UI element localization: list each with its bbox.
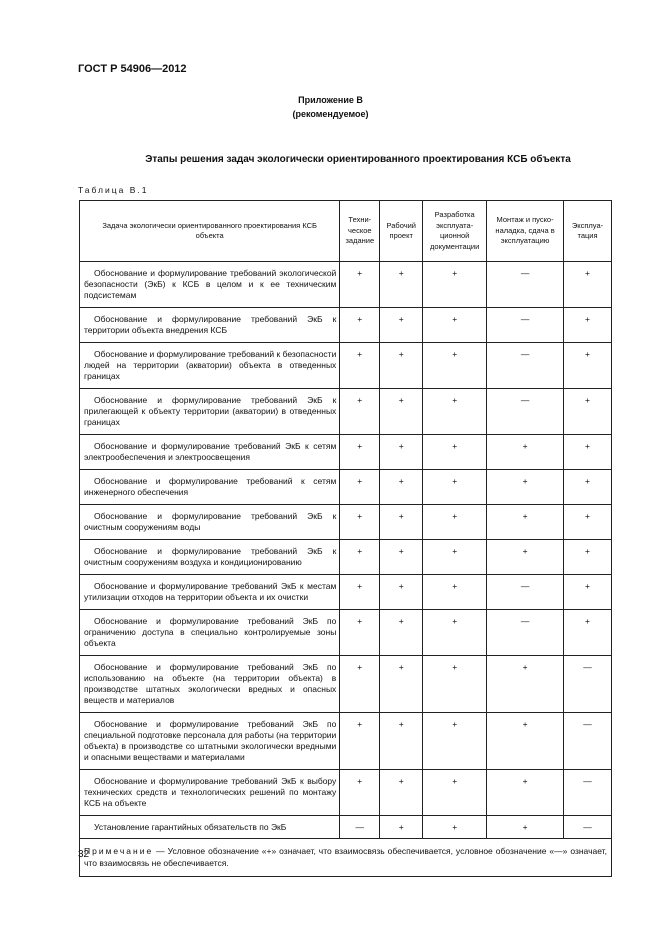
table-row xyxy=(80,656,612,713)
task-cell xyxy=(80,770,340,816)
appendix-subtitle: (рекомендуемое) xyxy=(292,109,369,119)
mark-cell: + xyxy=(340,656,380,713)
appendix-title: Приложение В xyxy=(298,95,363,105)
table-row xyxy=(80,470,612,505)
page-number: 32 xyxy=(78,849,90,860)
mark-cell: + xyxy=(423,343,487,389)
mark-cell: — xyxy=(487,262,564,308)
note-label: Примечание xyxy=(84,846,154,856)
mark-cell: + xyxy=(564,343,612,389)
mark-cell: — xyxy=(487,575,564,610)
mark-cell: + xyxy=(340,505,380,540)
task-cell xyxy=(80,505,340,540)
mark-cell: — xyxy=(564,770,612,816)
mark-cell: + xyxy=(487,470,564,505)
mark-cell: + xyxy=(423,308,487,343)
task-text: Обоснование и формулирование требований ЭкБ к очистным сооружениям воды xyxy=(84,511,337,532)
mark-cell: + xyxy=(380,470,423,505)
section-heading: Этапы решения задач экологически ориентированного проектирования КСБ объекта xyxy=(145,154,571,165)
column-header-task: Задача экологически ориентированного проектирования КСБ объекта xyxy=(80,201,340,262)
mark-cell: + xyxy=(564,389,612,435)
table-header-row xyxy=(80,201,612,262)
table-row xyxy=(80,610,612,656)
table-row xyxy=(80,389,612,435)
task-cell xyxy=(80,816,340,839)
task-cell xyxy=(80,389,340,435)
mark-cell: + xyxy=(340,470,380,505)
table-row xyxy=(80,505,612,540)
mark-cell: + xyxy=(380,770,423,816)
table-note-row xyxy=(80,839,612,877)
mark-cell: + xyxy=(340,435,380,470)
column-header-operation: Эксплуа-тация xyxy=(564,201,612,262)
mark-cell: + xyxy=(380,389,423,435)
mark-cell: + xyxy=(423,435,487,470)
mark-cell: + xyxy=(340,575,380,610)
mark-cell: + xyxy=(423,816,487,839)
task-cell xyxy=(80,308,340,343)
mark-cell: + xyxy=(380,308,423,343)
mark-cell: + xyxy=(423,610,487,656)
mark-cell: + xyxy=(564,308,612,343)
mark-cell: + xyxy=(564,435,612,470)
mark-cell: — xyxy=(487,343,564,389)
stages-table xyxy=(79,200,612,877)
task-cell xyxy=(80,713,340,770)
mark-cell: + xyxy=(487,816,564,839)
mark-cell: + xyxy=(564,262,612,308)
mark-cell: + xyxy=(487,505,564,540)
table-label: Таблица В.1 xyxy=(78,185,149,195)
mark-cell: + xyxy=(380,816,423,839)
mark-cell: + xyxy=(487,435,564,470)
task-cell xyxy=(80,540,340,575)
document-code: ГОСТ Р 54906—2012 xyxy=(78,63,187,75)
mark-cell: + xyxy=(423,656,487,713)
task-text: Обоснование и формулирование требований экологической безопасности (ЭкБ) к КСБ в целом и к ее техническим подсистемам xyxy=(84,268,337,300)
task-text: Обоснование и формулирование требований ЭкБ по специальной подготовке персонала для работы (на территории объекта) в производстве со штатными экологически вредными и опасными веществами и материалами xyxy=(84,719,337,762)
mark-cell: + xyxy=(423,540,487,575)
mark-cell: + xyxy=(564,470,612,505)
table-row xyxy=(80,816,612,839)
table-row xyxy=(80,770,612,816)
task-text: Обоснование и формулирование требований ЭкБ по ограничению доступа в специально контролируемые зоны объекта xyxy=(84,616,337,648)
mark-cell: + xyxy=(423,389,487,435)
mark-cell: + xyxy=(340,389,380,435)
mark-cell: + xyxy=(340,308,380,343)
mark-cell: + xyxy=(340,713,380,770)
mark-cell: + xyxy=(380,610,423,656)
mark-cell: + xyxy=(487,540,564,575)
note-text: — Условное обозначение «+» означает, что взаимосвязь обеспечивается, условное обозначение «—» означает, что взаимосвязь не обеспечивается. xyxy=(84,846,607,868)
mark-cell: — xyxy=(564,656,612,713)
appendix-header xyxy=(0,93,661,121)
mark-cell: + xyxy=(564,505,612,540)
task-cell xyxy=(80,435,340,470)
mark-cell: + xyxy=(564,540,612,575)
table-body xyxy=(80,262,612,839)
table-row xyxy=(80,713,612,770)
task-text: Обоснование и формулирование требований ЭкБ по использованию на объекте (на территории объекта) в производстве штатных экологически вредных и опасных веществ и материалов xyxy=(84,662,337,705)
task-text: Обоснование и формулирование требований ЭкБ к очистным сооружениям воздуха и кондиционированию xyxy=(84,546,337,567)
mark-cell: + xyxy=(340,770,380,816)
mark-cell: + xyxy=(380,343,423,389)
mark-cell: + xyxy=(380,540,423,575)
mark-cell: + xyxy=(487,770,564,816)
task-cell xyxy=(80,610,340,656)
task-cell xyxy=(80,470,340,505)
mark-cell: + xyxy=(423,505,487,540)
mark-cell: + xyxy=(340,343,380,389)
mark-cell: + xyxy=(380,575,423,610)
mark-cell: — xyxy=(487,610,564,656)
table-row xyxy=(80,343,612,389)
mark-cell: + xyxy=(423,262,487,308)
mark-cell: — xyxy=(487,389,564,435)
mark-cell: + xyxy=(380,656,423,713)
mark-cell: + xyxy=(380,262,423,308)
column-header-project: Рабочий проект xyxy=(380,201,423,262)
mark-cell: + xyxy=(380,713,423,770)
table-row xyxy=(80,540,612,575)
table-note xyxy=(80,839,612,877)
task-text: Обоснование и формулирование требований ЭкБ к сетям электрообеспечения и электроосвещения xyxy=(84,441,337,462)
task-text: Обоснование и формулирование требований ЭкБ к местам утилизации отходов на территории объекта и их очистки xyxy=(84,581,337,602)
table-row xyxy=(80,575,612,610)
mark-cell: + xyxy=(340,610,380,656)
mark-cell: + xyxy=(423,770,487,816)
mark-cell: + xyxy=(380,435,423,470)
task-text: Обоснование и формулирование требований к безопасности людей на территории (акватории) объекта в отведенных границах xyxy=(84,349,337,381)
mark-cell: — xyxy=(564,713,612,770)
column-header-docs: Разработка эксплуата-ционной документации xyxy=(423,201,487,262)
mark-cell: + xyxy=(487,713,564,770)
task-text: Обоснование и формулирование требований к сетям инженерного обеспечения xyxy=(84,476,337,497)
task-text: Обоснование и формулирование требований ЭкБ к прилегающей к объекту территории (акватории) в отведенных границах xyxy=(84,395,337,427)
column-header-spec: Техни-ческое задание xyxy=(340,201,380,262)
mark-cell: — xyxy=(487,308,564,343)
mark-cell: + xyxy=(423,575,487,610)
table-row xyxy=(80,308,612,343)
mark-cell: + xyxy=(380,505,423,540)
table-row xyxy=(80,262,612,308)
mark-cell: + xyxy=(340,540,380,575)
mark-cell: + xyxy=(564,575,612,610)
task-text: Обоснование и формулирование требований ЭкБ к территории объекта внедрения КСБ xyxy=(84,314,337,335)
mark-cell: + xyxy=(564,610,612,656)
task-text: Установление гарантийных обязательств по ЭкБ xyxy=(94,822,287,832)
mark-cell: + xyxy=(423,713,487,770)
task-text: Обоснование и формулирование требований ЭкБ к выбору технических средств и технологических решений по монтажу КСБ на объекте xyxy=(84,776,337,808)
column-header-install: Монтаж и пуско-наладка, сдача в эксплуатацию xyxy=(487,201,564,262)
task-cell xyxy=(80,575,340,610)
task-cell xyxy=(80,656,340,713)
task-cell xyxy=(80,343,340,389)
task-cell xyxy=(80,262,340,308)
table-row xyxy=(80,435,612,470)
mark-cell: + xyxy=(340,262,380,308)
mark-cell: + xyxy=(423,470,487,505)
mark-cell: — xyxy=(340,816,380,839)
mark-cell: — xyxy=(564,816,612,839)
mark-cell: + xyxy=(487,656,564,713)
